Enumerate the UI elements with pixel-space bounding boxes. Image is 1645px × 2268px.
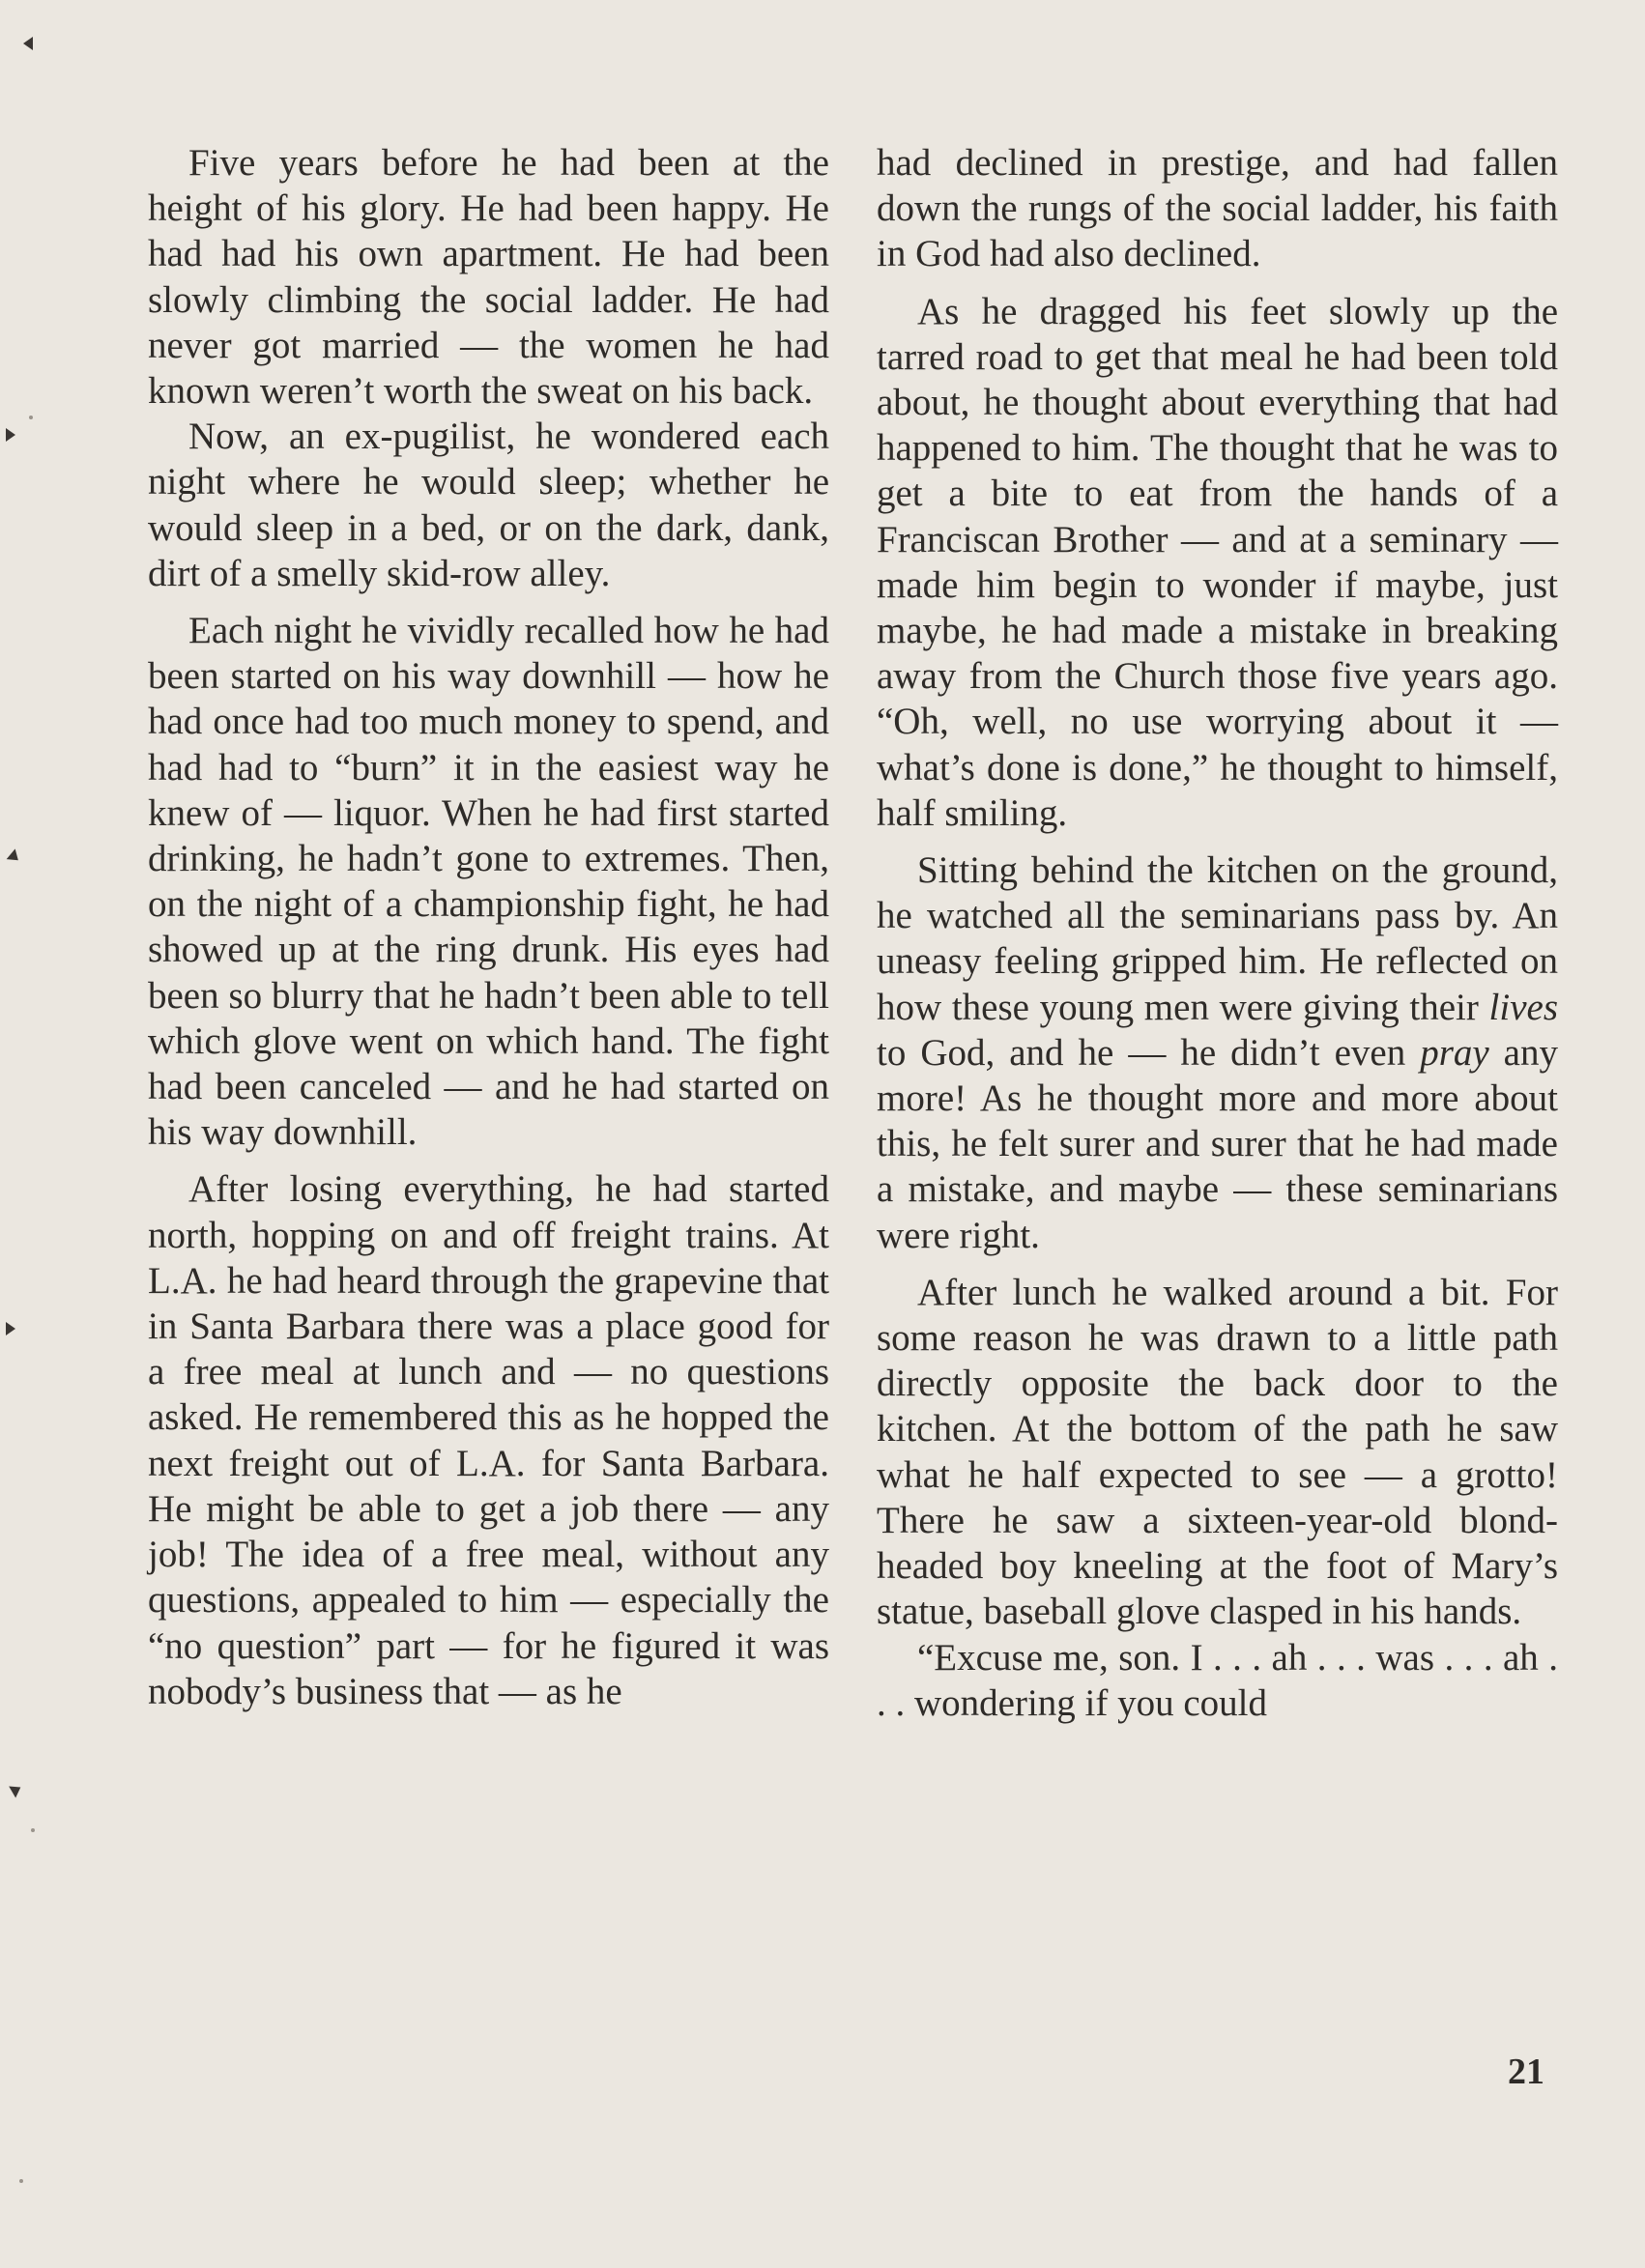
margin-mark: [9, 1781, 24, 1797]
margin-mark: [7, 848, 23, 865]
paragraph: As he dragged his feet slowly up the tarred road to get that meal he had been told about, he thought about everything that had happened to him. The thought that he was to get a bite to eat from the hands of a Franciscan Brother — and at a seminary — made him begin to wonder if maybe, just maybe, he had made a mistake in breaking away from the Church those five years ago. “Oh, well, no use worrying about it — what’s done is done,” he thought to himself, half smiling.: [877, 290, 1558, 834]
margin-mark: [6, 1322, 15, 1335]
paragraph-text: Sitting behind the kitchen on the ground, he watched all the seminarians pass by. An uneasy feeling gripped him. He reflected on how these young men were giving their: [877, 849, 1558, 1028]
paragraph: [877, 847, 1558, 1258]
paragraph: Five years before he had been at the height of his glory. He had been happy. He had had his own apartment. He had been slowly climbing the social ladder. He had never got married — the women he had known weren’t worth the sweat on his back.: [148, 142, 829, 413]
margin-mark: [23, 37, 33, 50]
page-number: 21: [1508, 2052, 1544, 2092]
margin-mark: [19, 2179, 23, 2183]
margin-mark: [29, 416, 33, 419]
paragraph: Now, an ex-pugilist, he wondered each night where he would sleep; whether he would sleep in a bed, or on the dark, dank, dirt of a smelly skid-row alley.: [148, 416, 829, 594]
emphasis-lives: lives: [1488, 986, 1558, 1028]
margin-mark: [6, 428, 15, 442]
paragraph: After lunch he walked around a bit. For some reason he was drawn to a little path directly opposite the back door to the kitchen. At the bottom of the path he saw what he half expected to see — a grotto! There he saw a sixteen-year-old blond-headed boy kneeling at the foot of Mary’s statue, baseball glove clasped in his hands.: [877, 1271, 1558, 1633]
emphasis-pray: pray: [1420, 1031, 1489, 1074]
right-column: [877, 140, 1558, 1726]
paragraph-text: any more! As he thought more and more about this, he felt surer and surer that he had made a mistake, and maybe — these seminarians were right.: [877, 1031, 1558, 1256]
paragraph: had declined in prestige, and had fallen down the rungs of the social ladder, his faith in God had also declined.: [877, 142, 1558, 275]
paragraph-text: to God, and he — he didn’t even: [877, 1031, 1421, 1074]
paragraph: “Excuse me, son. I . . . ah . . . was . . . ah . . . wondering if you could: [877, 1636, 1558, 1724]
margin-mark: [31, 1828, 35, 1832]
paragraph: Each night he vividly recalled how he had been started on his way downhill — how he had once had too much money to spend, and had had to “burn” it in the easiest way he knew of — liquor. When he had first started drinking, he hadn’t gone to extremes. Then, on the night of a championship fight, he had showed up at the ring drunk. His eyes had been so blurry that he hadn’t been able to tell which glove went on which hand. The fight had been canceled — and he had started on his way downhill.: [148, 610, 829, 1154]
paragraph: After losing everything, he had started north, hopping on and off freight trains. At L.A. he had heard through the grapevine that in Santa Barbara there was a place good for a free meal at lunch and — no questions asked. He remembered this as he hopped the next freight out of L.A. for Santa Barbara. He might be able to get a job there — any job! The idea of a free meal, without any questions, appealed to him — especially the “no question” part — for he figured it was nobody’s business that — as he: [148, 1168, 829, 1712]
left-column: [148, 140, 829, 1714]
